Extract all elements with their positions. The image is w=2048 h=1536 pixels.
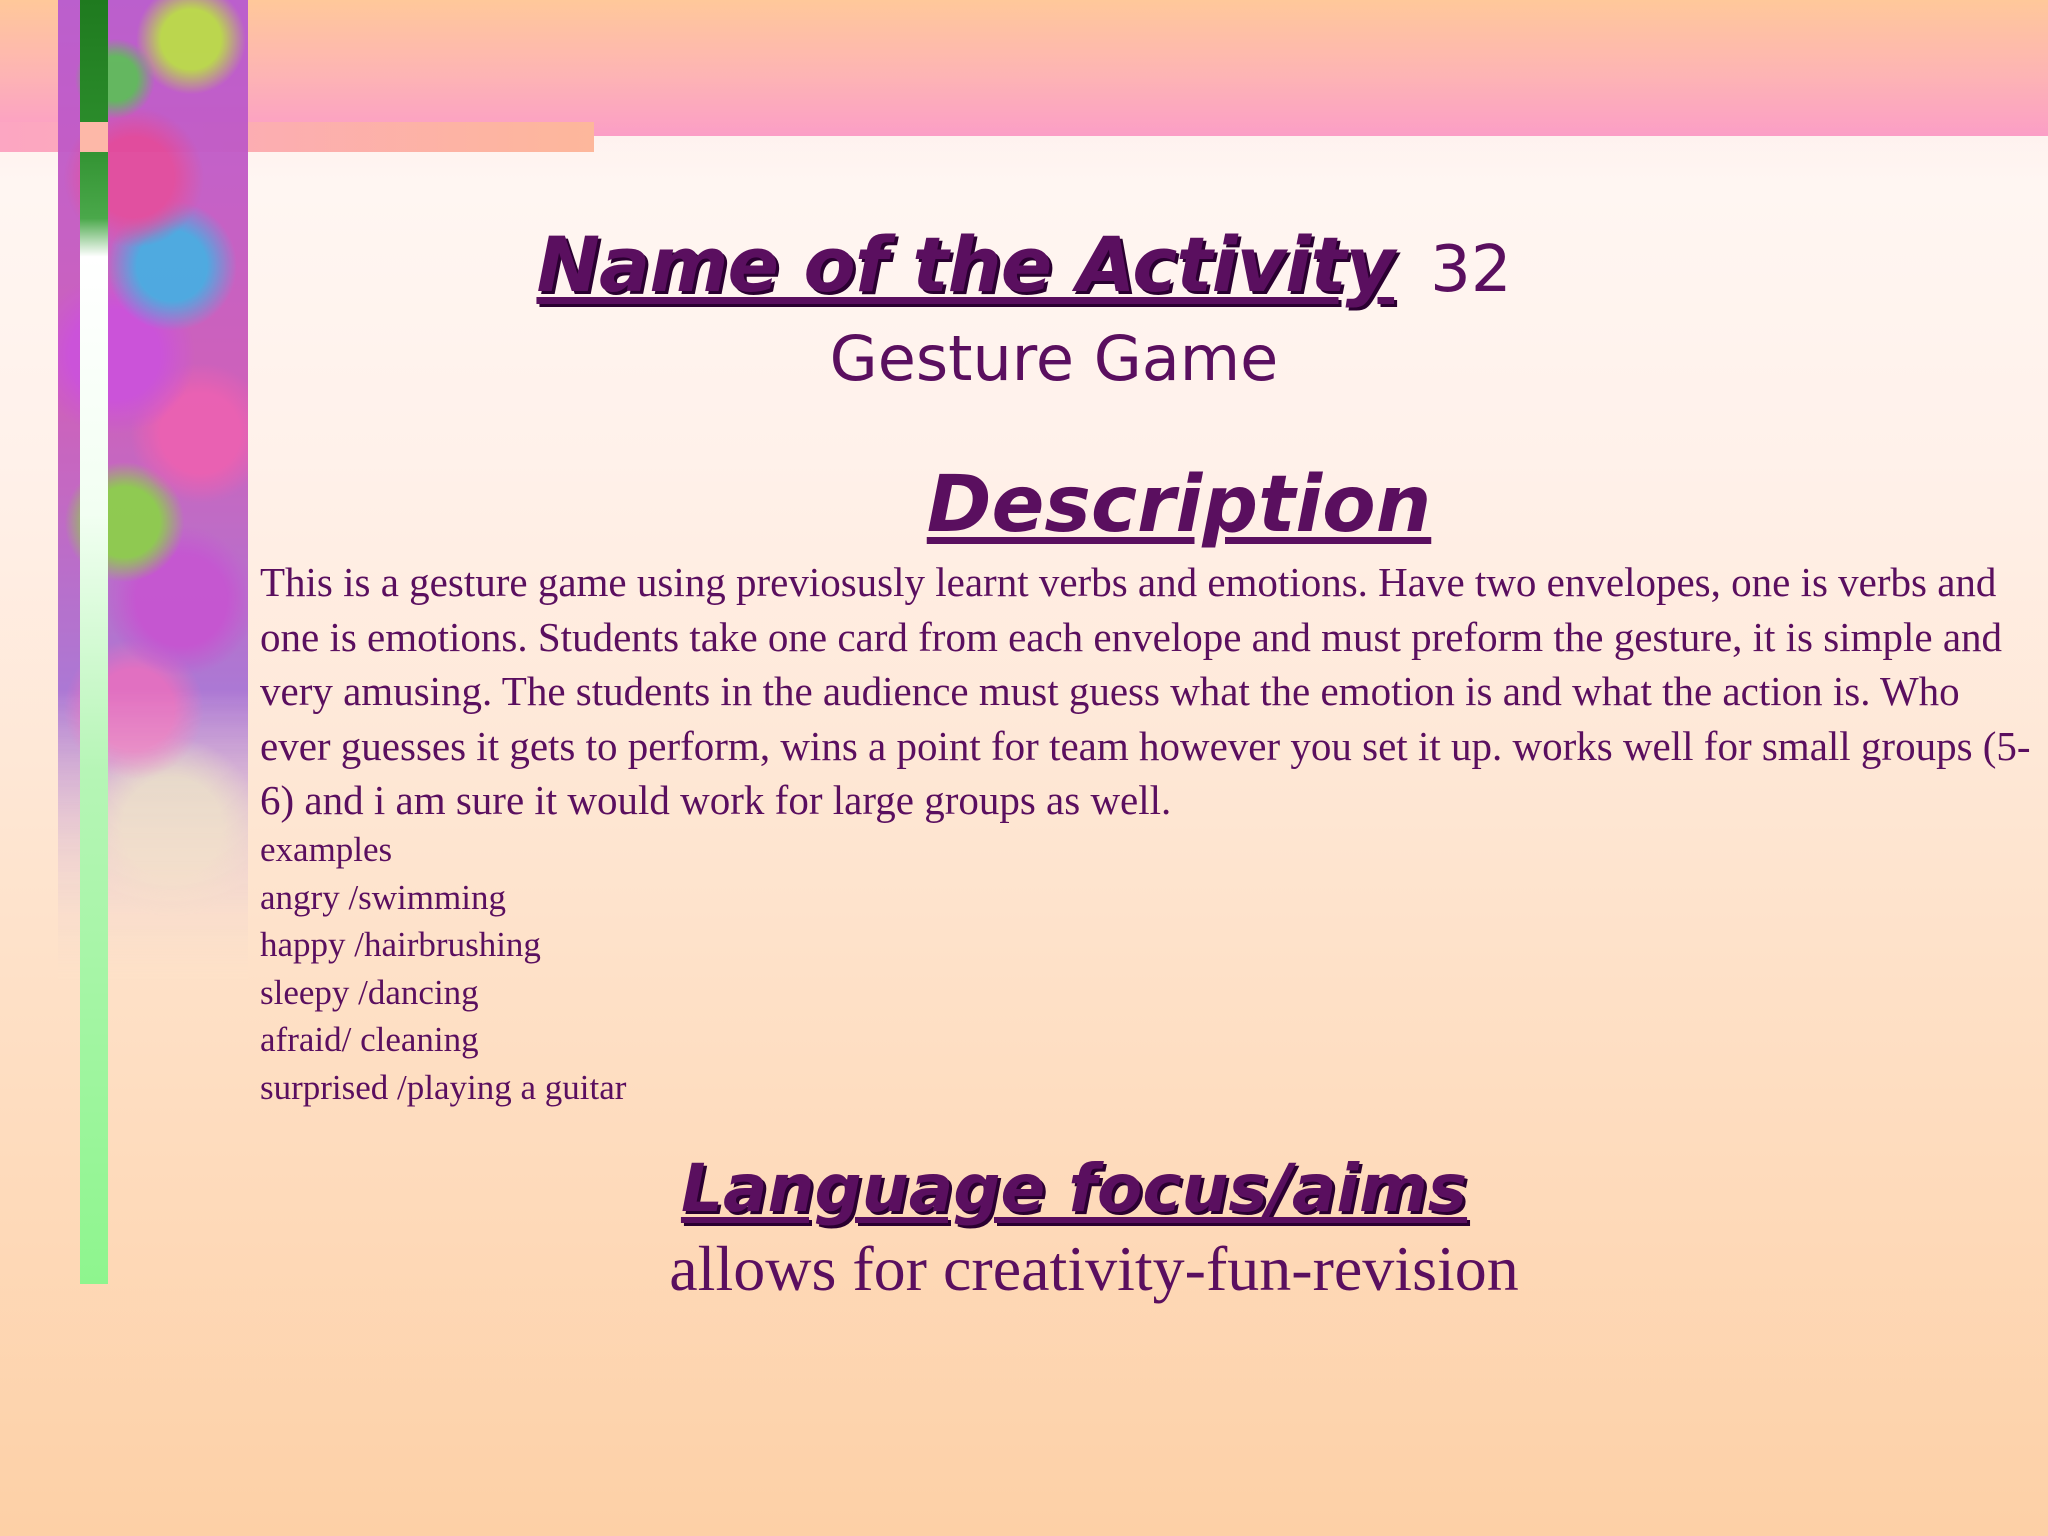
example-item: afraid/ cleaning bbox=[260, 1020, 479, 1059]
language-heading bbox=[0, 1150, 2048, 1227]
example-item: sleepy /dancing bbox=[260, 972, 479, 1012]
title-line bbox=[0, 220, 2048, 309]
slide-number: 32 bbox=[1430, 233, 1512, 307]
example-item: surprised /playing a guitar bbox=[260, 1067, 627, 1107]
example-item: happy /hairbrushing bbox=[260, 925, 541, 964]
examples-list bbox=[260, 826, 1160, 1111]
green-bar-gap bbox=[80, 122, 108, 152]
description-body: This is a gesture game using previosusly learnt verbs and emotions. Have two envelopes, one is verbs and one is emotions. Students take one card from each envelope and must preform the gesture, it is simple and very amusing. The students in the audience must guess what the emotion is and what the action is. Who ever guesses it gets to perform, wins a point for team however you set it up. works well for small groups (5-6) and i am sure it would work for large groups as well. bbox=[260, 559, 2031, 823]
examples-label: examples bbox=[260, 830, 393, 869]
description-heading bbox=[0, 460, 2048, 550]
language-aims-text: allows for creativity-fun-revision bbox=[669, 1233, 1519, 1304]
example-item: angry /swimming bbox=[260, 877, 506, 917]
language-heading-text: Language focus/aims bbox=[680, 1150, 1468, 1227]
activity-heading: Name of the Activity bbox=[536, 220, 1395, 309]
green-vertical-bar bbox=[80, 0, 108, 1284]
description-heading-text: Description bbox=[926, 460, 1432, 550]
top-decorative-band bbox=[0, 0, 2048, 136]
activity-name: Gesture Game bbox=[829, 322, 1279, 395]
